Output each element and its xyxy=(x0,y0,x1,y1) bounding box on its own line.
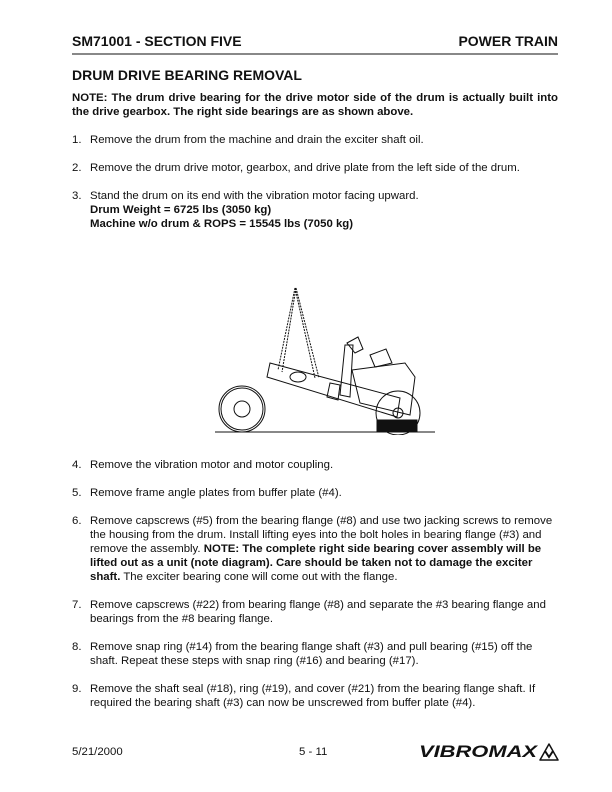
step-3 xyxy=(72,189,558,231)
step-8 xyxy=(72,640,558,668)
step-text: Remove frame angle plates from buffer plate (#4). xyxy=(90,487,342,499)
step-text: Stand the drum on its end with the vibration motor facing upward. xyxy=(90,190,419,202)
step-number: 2. xyxy=(72,162,82,174)
step-number: 8. xyxy=(72,641,82,653)
vibromax-logo xyxy=(419,738,559,764)
header-section: SM71001 - SECTION FIVE xyxy=(72,33,242,49)
machine-frame xyxy=(267,337,415,417)
step-number: 1. xyxy=(72,134,82,146)
step-text: Remove the shaft seal (#18), ring (#19), and cover (#21) from the bearing flange shaft. If required the bearing shaft (#3) can now be unscrewed from buffer plate (#4). xyxy=(90,683,536,709)
step-text: Remove capscrews (#22) from bearing flange (#8) and separate the #3 bearing flange and bearings from the #8 bearing flange. xyxy=(90,599,546,625)
step-1 xyxy=(72,133,558,147)
step-7 xyxy=(72,598,558,626)
step-number: 4. xyxy=(72,459,82,471)
step-number: 6. xyxy=(72,515,82,527)
step-text: Remove capscrews (#5) from the bearing flange (#8) and use two jacking screws to remove the housing from the drum. Install lifting eyes into the bolt holes in bearing flange (#3) and remove the assembly. xyxy=(90,515,553,555)
drum-wheel xyxy=(219,386,265,432)
step-5 xyxy=(72,486,558,500)
machine-weight: Machine w/o drum & ROPS = 15545 lbs (7050 kg) xyxy=(90,218,354,230)
header-chapter: POWER TRAIN xyxy=(458,33,558,49)
step-text: Remove the vibration motor and motor coupling. xyxy=(90,459,334,471)
step-number: 7. xyxy=(72,599,82,611)
step-4 xyxy=(72,458,558,472)
step-text: Remove the drum from the machine and drain the exciter shaft oil. xyxy=(90,134,424,146)
lifting-diagram xyxy=(200,285,440,435)
drum-weight: Drum Weight = 6725 lbs (3050 kg) xyxy=(90,204,272,216)
step-text-tail: The exciter bearing cone will come out with the flange. xyxy=(120,571,398,583)
step-number: 9. xyxy=(72,683,82,695)
page-title: DRUM DRIVE BEARING REMOVAL xyxy=(72,67,302,83)
svg-text:VIBROMAX: VIBROMAX xyxy=(419,742,540,761)
step-6 xyxy=(72,514,558,584)
page-number: 5 - 11 xyxy=(299,746,328,758)
header-rule xyxy=(72,53,558,55)
step-note: NOTE: The complete right side bearing cover assembly will be lifted out as a unit (note diagram). Care should be taken not to damage the exciter shaft. xyxy=(90,543,542,583)
step-text: Remove snap ring (#14) from the bearing flange shaft (#3) and pull bearing (#15) off the shaft. Repeat these steps with snap ring (#16) and bearing (#17). xyxy=(90,641,533,667)
note: NOTE: The drum drive bearing for the drive motor side of the drum is actually built into the drive gearbox. The right side bearings are as shown above. xyxy=(72,92,558,118)
step-2 xyxy=(72,161,558,175)
step-number: 5. xyxy=(72,487,82,499)
footer-date: 5/21/2000 xyxy=(72,746,123,758)
step-text: Remove the drum drive motor, gearbox, and drive plate from the left side of the drum. xyxy=(90,162,520,174)
step-number: 3. xyxy=(72,190,82,202)
step-9 xyxy=(72,682,558,710)
chains xyxy=(278,288,319,378)
